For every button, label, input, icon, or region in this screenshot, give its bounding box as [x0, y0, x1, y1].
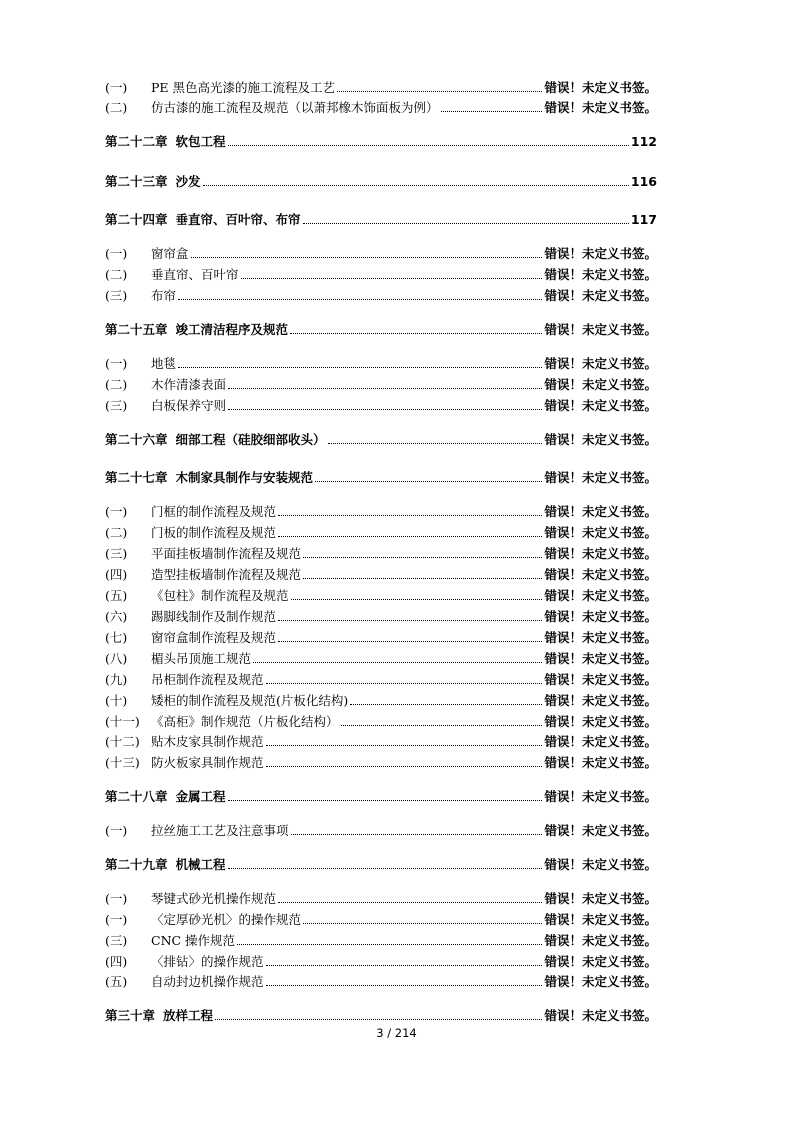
toc-section-entry[interactable] [105, 606, 657, 626]
toc-entry-title: 琴键式砂光机操作规范 [151, 891, 277, 906]
toc-section-entry[interactable] [105, 648, 657, 668]
toc-dot-leader [266, 964, 543, 966]
toc-entry-title: 布帘 [151, 288, 177, 303]
toc-entry-number: (六) [105, 609, 128, 624]
toc-dot-leader [341, 724, 543, 726]
toc-section-entry[interactable] [105, 951, 657, 971]
toc-page-reference: 错误！未定义书签。 [544, 651, 657, 666]
toc-entry-number: (一) [105, 823, 128, 838]
toc-dot-leader [266, 682, 543, 684]
toc-entry-title: 木制家具制作与安装规范 [175, 470, 314, 485]
toc-entry-number: (二) [105, 525, 128, 540]
toc-page-reference: 错误！未定义书签。 [544, 630, 657, 645]
toc-entry-title: 门板的制作流程及规范 [151, 525, 277, 540]
toc-entry-title: 《包柱》制作流程及规范 [151, 588, 289, 603]
toc-dot-leader [178, 366, 542, 368]
toc-chapter-entry[interactable] [105, 786, 657, 806]
toc-page-reference: 117 [630, 211, 657, 227]
toc-entry-title: 沙发 [175, 174, 201, 189]
toc-entry-title: 放样工程 [163, 1008, 214, 1023]
toc-dot-leader [303, 577, 542, 579]
toc-section-entry[interactable] [105, 752, 657, 772]
toc-section-entry[interactable] [105, 888, 657, 908]
toc-page-reference: 错误！未定义书签。 [544, 857, 657, 872]
toc-section-entry[interactable] [105, 669, 657, 689]
toc-chapter-entry[interactable] [105, 209, 657, 229]
toc-page-reference: 错误！未定义书签。 [544, 693, 657, 708]
toc-entry-number: (一) [105, 891, 128, 906]
toc-dot-leader [291, 598, 543, 600]
toc-page-reference: 错误！未定义书签。 [544, 288, 657, 303]
toc-entry-number: 第二十二章 [105, 134, 168, 149]
toc-page-reference: 错误！未定义书签。 [544, 356, 657, 371]
toc-dot-leader [303, 556, 542, 558]
toc-page-reference: 错误！未定义书签。 [544, 546, 657, 561]
toc-page-reference: 错误！未定义书签。 [544, 609, 657, 624]
toc-dot-leader [203, 184, 629, 186]
toc-chapter-entry[interactable] [105, 429, 657, 449]
toc-entry-title: 金属工程 [175, 789, 226, 804]
toc-page-reference: 错误！未定义书签。 [544, 322, 657, 337]
toc-entry-title: 地毯 [151, 356, 177, 371]
toc-entry-number: (三) [105, 546, 128, 561]
toc-dot-leader [303, 222, 629, 224]
toc-dot-leader [328, 442, 543, 444]
toc-page-reference: 错误！未定义书签。 [544, 823, 657, 838]
toc-entry-number: 第二十七章 [105, 470, 168, 485]
toc-entry-title: 仿古漆的施工流程及规范（以萧邦橡木饰面板为例） [151, 100, 439, 115]
toc-entry-title: 造型挂板墙制作流程及规范 [151, 567, 302, 582]
toc-section-entry[interactable] [105, 930, 657, 950]
toc-page-reference: 错误！未定义书签。 [544, 100, 657, 115]
toc-entry-title: 拉丝施工工艺及注意事项 [151, 823, 289, 838]
toc-entry-title: 防火板家具制作规范 [151, 755, 264, 770]
toc-entry-number: 第二十九章 [105, 857, 168, 872]
toc-page-reference: 错误！未定义书签。 [544, 525, 657, 540]
toc-section-entry[interactable] [105, 353, 657, 373]
toc-section-entry[interactable] [105, 522, 657, 542]
toc-entry-title: 机械工程 [175, 857, 226, 872]
toc-page-reference: 错误！未定义书签。 [544, 267, 657, 282]
toc-page-reference: 错误！未定义书签。 [544, 755, 657, 770]
toc-entry-title: 踢脚线制作及制作规范 [151, 609, 277, 624]
toc-entry-title: 白板保养守则 [151, 398, 227, 413]
toc-entry-number: (十) [105, 693, 128, 708]
toc-entry-number: (十一) [105, 714, 140, 729]
toc-chapter-entry[interactable] [105, 1005, 657, 1025]
toc-section-entry[interactable] [105, 243, 657, 263]
toc-entry-title: 矮柜的制作流程及规范(片板化结构) [151, 693, 349, 708]
toc-dot-leader [337, 90, 542, 92]
toc-dot-leader [241, 277, 543, 279]
toc-entry-number: (一) [105, 356, 128, 371]
toc-entry-number: (八) [105, 651, 128, 666]
toc-page-reference: 错误！未定义书签。 [544, 377, 657, 392]
toc-section-entry[interactable] [105, 820, 657, 840]
toc-page-reference: 错误！未定义书签。 [544, 567, 657, 582]
toc-entry-number: (九) [105, 672, 128, 687]
toc-entry-title: 吊柜制作流程及规范 [151, 672, 264, 687]
toc-dot-leader [315, 480, 542, 482]
toc-dot-leader [278, 619, 542, 621]
toc-page-reference: 错误！未定义书签。 [544, 672, 657, 687]
toc-page-reference: 错误！未定义书签。 [544, 891, 657, 906]
toc-page-reference: 错误！未定义书签。 [544, 734, 657, 749]
toc-entry-title: 窗帘盒 [151, 246, 189, 261]
toc-entry-number: (一) [105, 504, 128, 519]
toc-page-reference: 错误！未定义书签。 [544, 1008, 657, 1023]
toc-page-reference: 错误！未定义书签。 [544, 974, 657, 989]
toc-section-entry[interactable] [105, 543, 657, 563]
toc-page-reference: 错误！未定义书签。 [544, 789, 657, 804]
toc-section-entry[interactable] [105, 731, 657, 751]
toc-dot-leader [178, 298, 542, 300]
toc-dot-leader [228, 799, 543, 801]
toc-section-entry[interactable] [105, 77, 657, 97]
toc-entry-number: (三) [105, 288, 128, 303]
toc-dot-leader [191, 256, 543, 258]
toc-section-entry[interactable] [105, 585, 657, 605]
toc-entry-title: 〈定厚砂光机〉的操作规范 [151, 912, 302, 927]
toc-page-reference: 错误！未定义书签。 [544, 954, 657, 969]
toc-section-entry[interactable] [105, 285, 657, 305]
toc-chapter-entry[interactable] [105, 131, 657, 151]
toc-section-entry[interactable] [105, 395, 657, 415]
toc-entry-number: (二) [105, 267, 128, 282]
toc-entry-number: (三) [105, 398, 128, 413]
toc-entry-number: (二) [105, 377, 128, 392]
toc-entry-number: (四) [105, 567, 128, 582]
toc-page-reference: 112 [630, 133, 657, 149]
toc-dot-leader [228, 144, 629, 146]
toc-entry-number: (十三) [105, 755, 140, 770]
toc-entry-number: (一) [105, 246, 128, 261]
toc-section-entry[interactable] [105, 264, 657, 284]
toc-entry-title: PE 黑色高光漆的施工流程及工艺 [151, 80, 336, 95]
toc-page-reference: 错误！未定义书签。 [544, 246, 657, 261]
toc-entry-title: 平面挂板墙制作流程及规范 [151, 546, 302, 561]
toc-dot-leader [228, 867, 543, 869]
toc-entry-number: (五) [105, 588, 128, 603]
toc-page-reference: 错误！未定义书签。 [544, 80, 657, 95]
toc-chapter-entry[interactable] [105, 319, 657, 339]
toc-dot-leader [215, 1018, 542, 1020]
toc-page-reference: 错误！未定义书签。 [544, 714, 657, 729]
toc-dot-leader [266, 984, 543, 986]
toc-page-reference: 错误！未定义书签。 [544, 432, 657, 447]
toc-page-reference: 错误！未定义书签。 [544, 933, 657, 948]
toc-entry-title: 垂直帘、百叶帘 [151, 267, 239, 282]
toc-section-entry[interactable] [105, 909, 657, 929]
toc-dot-leader [350, 703, 542, 705]
toc-entry-number: (一) [105, 912, 128, 927]
toc-page-reference: 错误！未定义书签。 [544, 912, 657, 927]
toc-section-entry[interactable] [105, 627, 657, 647]
toc-section-entry[interactable] [105, 97, 657, 117]
toc-page-reference: 116 [630, 173, 657, 189]
toc-section-entry[interactable] [105, 501, 657, 521]
toc-entry-number: 第三十章 [105, 1008, 156, 1023]
toc-entry-title: 垂直帘、百叶帘、布帘 [175, 212, 301, 227]
toc-entry-title: 门框的制作流程及规范 [151, 504, 277, 519]
toc-entry-number: 第二十四章 [105, 212, 168, 227]
toc-dot-leader [266, 765, 543, 767]
toc-dot-leader [228, 408, 542, 410]
toc-entry-title: 竣工清洁程序及规范 [175, 322, 289, 337]
toc-entry-number: 第二十三章 [105, 174, 168, 189]
toc-entry-number: 第二十八章 [105, 789, 168, 804]
toc-entry-title: 窗帘盒制作流程及规范 [151, 630, 277, 645]
toc-dot-leader [290, 332, 542, 334]
toc-entry-number: (七) [105, 630, 128, 645]
toc-chapter-entry[interactable] [105, 467, 657, 487]
toc-section-entry[interactable] [105, 711, 657, 731]
page-number: 3 / 214 [376, 1026, 417, 1040]
toc-dot-leader [278, 640, 542, 642]
toc-page-reference: 错误！未定义书签。 [544, 398, 657, 413]
toc-dot-leader [266, 744, 543, 746]
toc-dot-leader [237, 943, 542, 945]
toc-entry-number: (二) [105, 100, 128, 115]
toc-entry-number: (四) [105, 954, 128, 969]
toc-chapter-entry[interactable] [105, 854, 657, 874]
toc-entry-title: 贴木皮家具制作规范 [151, 734, 264, 749]
toc-dot-leader [441, 110, 543, 112]
toc-section-entry[interactable] [105, 971, 657, 991]
toc-dot-leader [278, 514, 542, 516]
toc-dot-leader [253, 661, 542, 663]
toc-entry-title: CNC 操作规范 [151, 933, 236, 948]
toc-dot-leader [278, 535, 542, 537]
toc-entry-title: 软包工程 [175, 134, 226, 149]
toc-dot-leader [278, 901, 542, 903]
toc-page-reference: 错误！未定义书签。 [544, 588, 657, 603]
toc-entry-title: 木作清漆表面 [151, 377, 227, 392]
toc-page-reference: 错误！未定义书签。 [544, 504, 657, 519]
toc-entry-title: 自动封边机操作规范 [151, 974, 264, 989]
toc-chapter-entry[interactable] [105, 171, 657, 191]
toc-dot-leader [291, 833, 543, 835]
toc-dot-leader [303, 922, 542, 924]
toc-entry-number: 第二十五章 [105, 322, 168, 337]
toc-entry-title: 细部工程（硅胶细部收头） [175, 432, 326, 447]
toc-entry-title: 〈排钻〉的操作规范 [151, 954, 264, 969]
toc-entry-number: (一) [105, 80, 128, 95]
toc-page-reference: 错误！未定义书签。 [544, 470, 657, 485]
toc-section-entry[interactable] [105, 564, 657, 584]
toc-section-entry[interactable] [105, 690, 657, 710]
toc-entry-title: 楣头吊顶施工规范 [151, 651, 252, 666]
toc-entry-number: (三) [105, 933, 128, 948]
toc-dot-leader [228, 387, 542, 389]
toc-entry-number: 第二十六章 [105, 432, 168, 447]
toc-entry-title: 《高柜》制作规范（片板化结构） [151, 714, 339, 729]
toc-section-entry[interactable] [105, 374, 657, 394]
toc-entry-number: (五) [105, 974, 128, 989]
toc-entry-number: (十二) [105, 734, 140, 749]
